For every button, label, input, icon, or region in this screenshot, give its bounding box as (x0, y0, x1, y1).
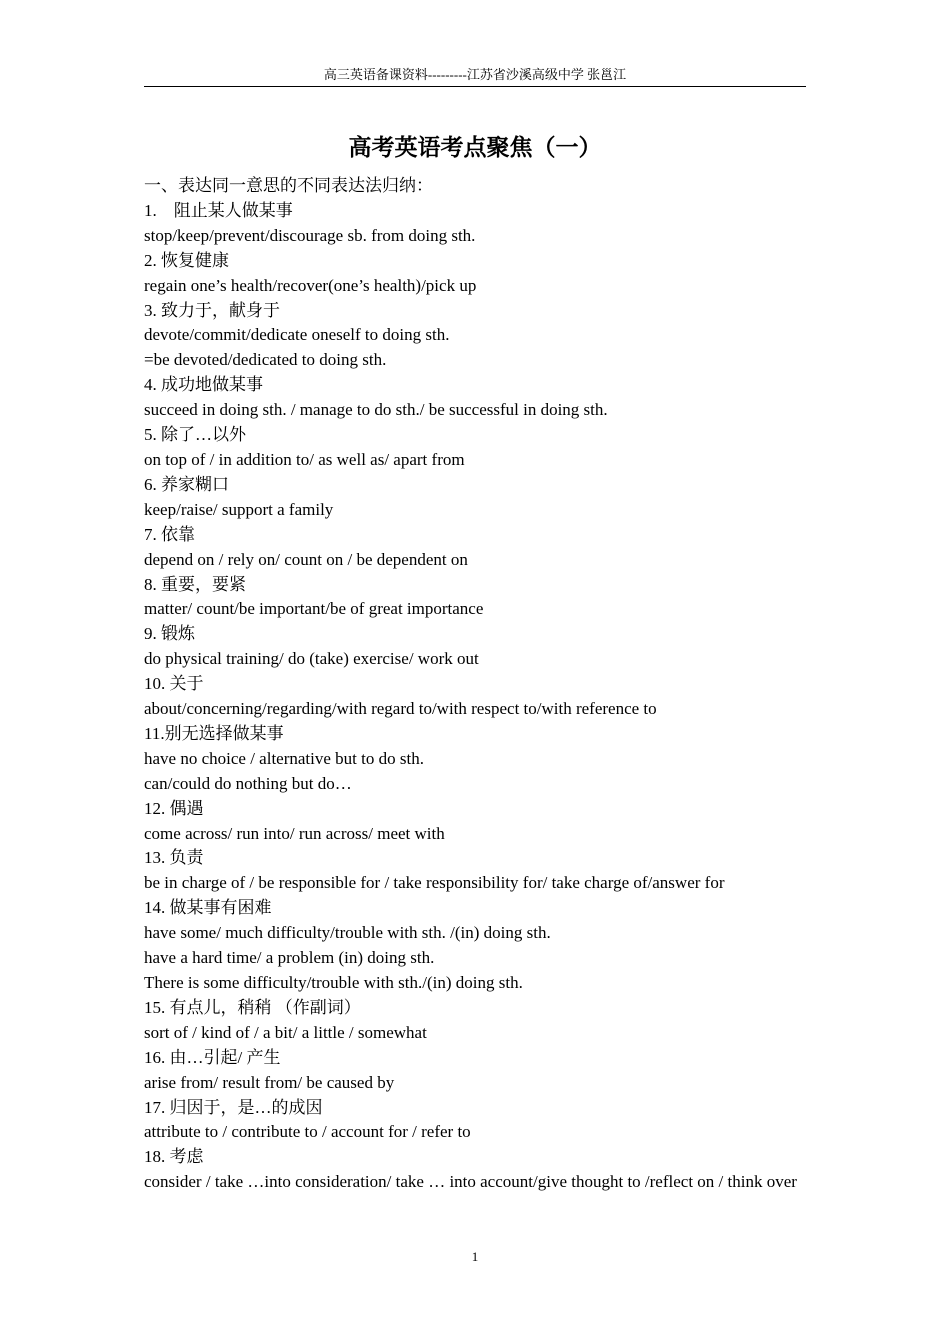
item-expression: about/concerning/regarding/with regard to/with respect to/with reference to (144, 699, 657, 719)
item-heading: 11.别无选择做某事 (144, 723, 284, 743)
item-heading: 15. 有点儿，稍稍 （作副词） (144, 997, 361, 1017)
item-heading: 8. 重要，要紧 (144, 574, 246, 594)
item-heading: 12. 偶遇 (144, 798, 204, 818)
item-expression: depend on / rely on/ count on / be dependent on (144, 549, 468, 569)
item-expression: on top of / in addition to/ as well as/ apart from (144, 449, 465, 469)
item-heading: 6. 养家糊口 (144, 474, 229, 494)
page-header (144, 66, 806, 87)
item-expression: consider / take …into consideration/ take … into account/give thought to /reflect on / think over (144, 1172, 797, 1192)
item-expression: have some/ much difficulty/trouble with sth. /(in) doing sth. (144, 923, 551, 943)
item-heading: 17. 归因于，是…的成因 (144, 1097, 323, 1117)
item-heading: 10. 关于 (144, 674, 204, 694)
item-heading: 14. 做某事有困难 (144, 898, 272, 918)
item-heading: 16. 由…引起/ 产生 (144, 1047, 281, 1067)
item-expression: arise from/ result from/ be caused by (144, 1072, 395, 1092)
item-expression: regain one’s health/recover(one’s health)/pick up (144, 275, 477, 295)
item-heading: 18. 考虑 (144, 1147, 204, 1167)
item-heading: 9. 锻炼 (144, 624, 195, 644)
item-heading: 4. 成功地做某事 (144, 375, 263, 395)
section-heading: 一、表达同一意思的不同表达法归纳： (144, 176, 433, 195)
item-expression: devote/commit/dedicate oneself to doing sth. (144, 325, 450, 345)
item-expression: matter/ count/be important/be of great importance (144, 599, 484, 619)
item-expression: sort of / kind of / a bit/ a little / somewhat (144, 1022, 427, 1042)
item-expression: keep/raise/ support a family (144, 499, 334, 519)
document-body (144, 174, 808, 1195)
item-expression: do physical training/ do (take) exercise/ work out (144, 649, 479, 669)
item-expression: succeed in doing sth. / manage to do sth./ be successful in doing sth. (144, 400, 608, 420)
item-heading: 3. 致力于，献身于 (144, 300, 280, 320)
item-expression: come across/ run into/ run across/ meet with (144, 823, 445, 843)
item-expression: have no choice / alternative but to do sth. (144, 748, 424, 768)
item-heading: 5. 除了…以外 (144, 425, 246, 445)
item-expression: attribute to / contribute to / account for / refer to (144, 1122, 471, 1142)
page-number: 1 (471, 1249, 479, 1264)
item-expression: stop/keep/prevent/discourage sb. from doing sth. (144, 225, 476, 245)
item-heading: 2. 恢复健康 (144, 250, 229, 270)
document-title: 高考英语考点聚焦（一） (348, 135, 602, 160)
item-expression: There is some difficulty/trouble with sth./(in) doing sth. (144, 973, 523, 992)
item-heading: 7. 依靠 (144, 524, 195, 544)
item-heading: 1. 阻止某人做某事 (144, 200, 293, 220)
header-text: 高三英语备课资料---------江苏省沙溪高级中学 张邕江 (323, 67, 627, 82)
item-expression: can/could do nothing but do… (144, 773, 352, 793)
item-expression: have a hard time/ a problem (in) doing sth. (144, 948, 435, 968)
item-expression: be in charge of / be responsible for / take responsibility for/ take charge of/answer for (144, 873, 725, 893)
item-heading: 13. 负责 (144, 848, 204, 868)
item-expression: =be devoted/dedicated to doing sth. (144, 350, 387, 370)
